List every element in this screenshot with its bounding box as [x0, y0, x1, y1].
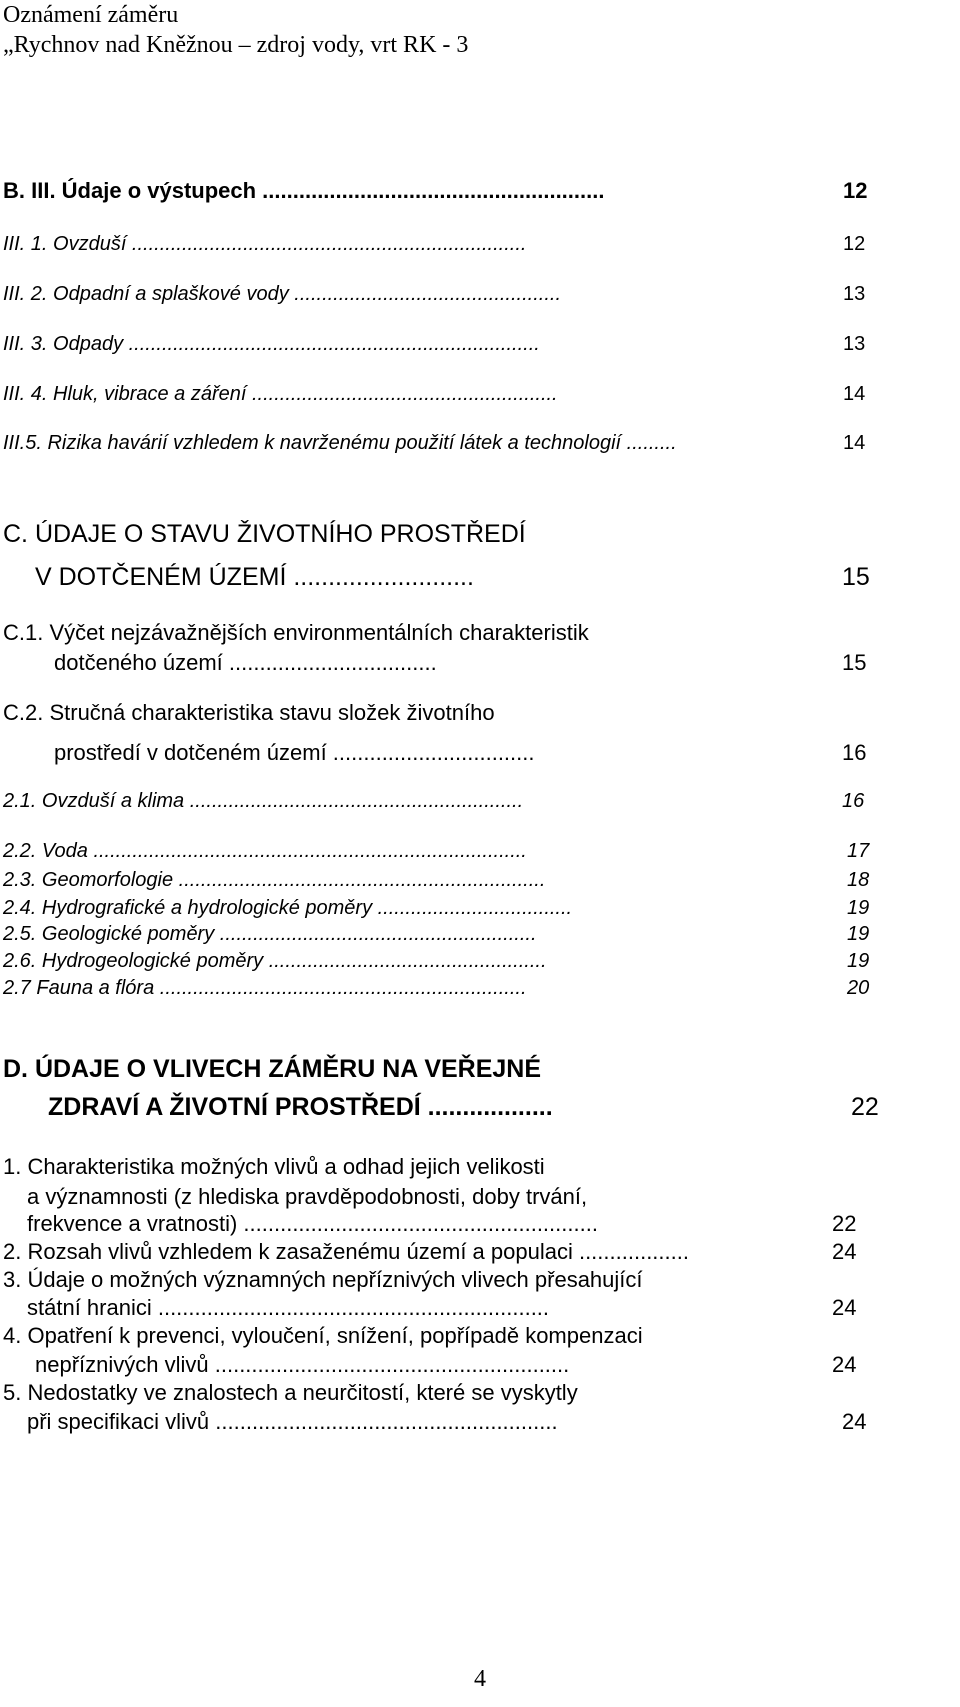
- toc-entry-text: dotčeného území ..................................: [54, 650, 437, 675]
- toc-entry-text: 1. Charakteristika možných vlivů a odhad jejich velikosti: [3, 1154, 545, 1179]
- toc-entry-page: 16: [842, 740, 867, 765]
- document-title: Oznámení záměru: [3, 2, 179, 28]
- toc-entry-page: 12: [843, 178, 868, 203]
- toc-entry-page: 19: [847, 950, 870, 972]
- toc-entry-page: 24: [832, 1295, 857, 1320]
- document-subtitle: „Rychnov nad Kněžnou – zdroj vody, vrt RK - 3: [3, 32, 469, 58]
- toc-entry-text: prostředí v dotčeném území .................................: [54, 740, 535, 765]
- toc-entry-text: III. 2. Odpadní a splaškové vody ................................................: [3, 283, 561, 305]
- toc-entry-page: 14: [843, 383, 866, 405]
- toc-entry-page: 14: [843, 432, 866, 454]
- toc-entry-page: 24: [832, 1239, 857, 1264]
- toc-entry-text: III. 4. Hluk, vibrace a záření .......................................................: [3, 383, 558, 405]
- toc-entry-text: 5. Nedostatky ve znalostech a neurčitostí, které se vyskytly: [3, 1380, 578, 1405]
- toc-entry-text: 3. Údaje o možných významných nepříznivých vlivech přesahující: [3, 1267, 643, 1292]
- toc-entry-text: 2.2. Voda ..............................................................................: [3, 840, 527, 862]
- toc-entry-page: 22: [832, 1211, 857, 1236]
- toc-entry-text: frekvence a vratnosti) ..........................................................: [27, 1211, 598, 1236]
- toc-entry-page: 18: [847, 869, 870, 891]
- toc-entry-page: 13: [843, 283, 866, 305]
- toc-entry-text: B. III. Údaje o výstupech ........................................................: [3, 178, 605, 203]
- toc-entry-text: 2.4. Hydrografické a hydrologické poměry ...................................: [3, 897, 573, 919]
- toc-entry-text: C.1. Výčet nejzávažnějších environmentálních charakteristik: [3, 620, 589, 645]
- toc-chapter-title: C. ÚDAJE O STAVU ŽIVOTNÍHO PROSTŘEDÍ: [3, 520, 526, 548]
- toc-entry-page: 22: [851, 1093, 879, 1121]
- toc-entry-page: 24: [832, 1352, 857, 1377]
- toc-entry-text: III. 1. Ovzduší .......................................................................: [3, 233, 527, 255]
- page-number: 4: [474, 1666, 486, 1692]
- toc-entry-text: 2.3. Geomorfologie ..................................................................: [3, 869, 546, 891]
- toc-entry-text: při specifikaci vlivů ........................................................: [27, 1409, 558, 1434]
- toc-entry-page: 24: [842, 1409, 867, 1434]
- toc-entry-text: státní hranici ................................................................: [27, 1295, 550, 1320]
- toc-chapter-title: D. ÚDAJE O VLIVECH ZÁMĚRU NA VEŘEJNÉ: [3, 1055, 542, 1083]
- toc-entry-page: 15: [842, 650, 867, 675]
- toc-entry-text: III.5. Rizika havárií vzhledem k navrženému použití látek a technologií .........: [3, 432, 677, 454]
- toc-entry-page: 19: [847, 897, 870, 919]
- toc-entry-text: V DOTČENÉM ÚZEMÍ ..........................: [35, 563, 474, 591]
- toc-entry-page: 12: [843, 233, 866, 255]
- toc-entry-text: 2. Rozsah vlivů vzhledem k zasaženému území a populaci ..................: [3, 1239, 689, 1264]
- toc-entry-page: 17: [847, 840, 870, 862]
- toc-entry-page: 20: [847, 977, 870, 999]
- toc-entry-text: 2.7 Fauna a flóra ..................................................................: [3, 977, 527, 999]
- toc-entry-text: 2.6. Hydrogeologické poměry ..................................................: [3, 950, 547, 972]
- toc-entry-text: 2.1. Ovzduší a klima ............................................................: [3, 790, 524, 812]
- toc-entry-page: 15: [842, 563, 870, 591]
- toc-entry-text: III. 3. Odpady ..........................................................................: [3, 333, 540, 355]
- toc-entry-text: nepříznivých vlivů ..........................................................: [35, 1352, 570, 1377]
- toc-entry-text: 4. Opatření k prevenci, vyloučení, snížení, popřípadě kompenzaci: [3, 1323, 643, 1348]
- toc-entry-page: 13: [843, 333, 866, 355]
- toc-entry-page: 16: [842, 790, 865, 812]
- toc-entry-text: a významnosti (z hlediska pravděpodobnosti, doby trvání,: [27, 1184, 588, 1209]
- toc-entry-page: 19: [847, 923, 870, 945]
- toc-entry-text: C.2. Stručná charakteristika stavu složek životního: [3, 700, 495, 725]
- toc-entry-text: ZDRAVÍ A ŽIVOTNÍ PROSTŘEDÍ ..................: [48, 1093, 553, 1121]
- toc-entry-text: 2.5. Geologické poměry .........................................................: [3, 923, 537, 945]
